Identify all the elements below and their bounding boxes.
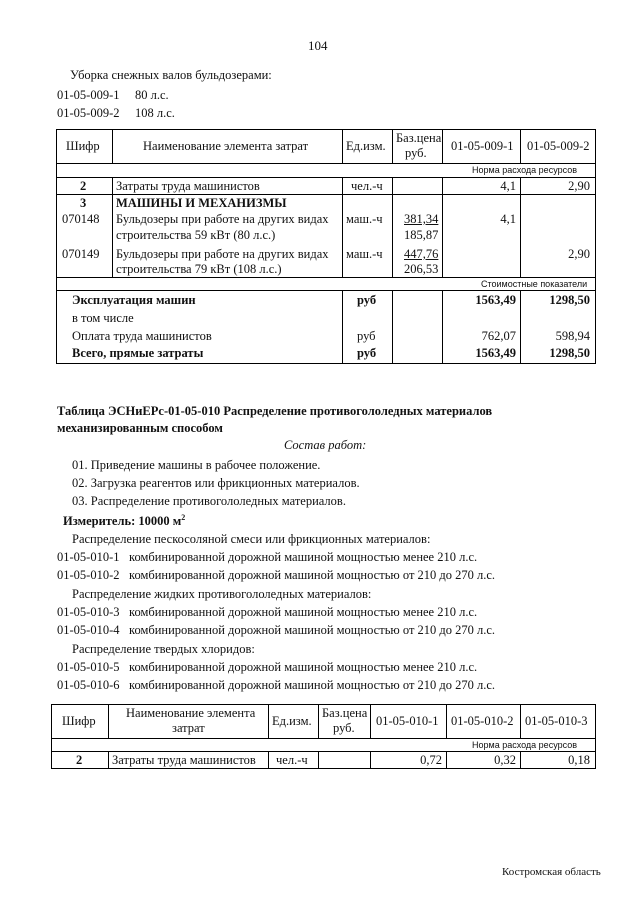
table1-header-code: Шифр: [66, 139, 100, 153]
table1-cost-name: Всего, прямые затраты: [72, 346, 204, 360]
table1-cost-unit: руб: [357, 346, 377, 360]
table2-header-code: Шифр: [62, 714, 96, 728]
table1-cost-name: Оплата труда машинистов: [72, 329, 212, 343]
table1-cost-v1: 1563,49: [475, 293, 516, 307]
group-heading: Распределение пескосоляной смеси или фрикционных материалов:: [72, 532, 431, 546]
table1-machine-name: Бульдозеры при работе на других видах: [116, 247, 329, 261]
table1-machine-code: 070148: [62, 212, 100, 226]
group-item-code: 01-05-010-5: [57, 660, 120, 674]
table1-machine-price-alt: 185,87: [404, 228, 439, 242]
table1-cost-unit: руб: [357, 293, 377, 307]
table1-header-price: Баз.цена: [396, 131, 442, 145]
table1-cost-v2: 1298,50: [549, 293, 590, 307]
group-heading: Распределение твердых хлоридов:: [72, 642, 255, 656]
table1-machine-unit: маш.-ч: [346, 247, 383, 261]
table1-labor-code: 2: [80, 179, 87, 193]
table1-cost-unit: руб: [357, 329, 376, 343]
group-item-desc: комбинированной дорожной машиной мощностью менее 210 л.с.: [129, 605, 478, 619]
table1-machines-code: 3: [80, 196, 87, 210]
table2-labor-code: 2: [76, 753, 83, 767]
group-item-code: 01-05-010-3: [57, 605, 120, 619]
group-heading: Распределение жидких противогололедных материалов:: [72, 587, 372, 601]
table2-norm-label: Норма расхода ресурсов: [472, 740, 577, 750]
table1-cost-name: в том числе: [72, 311, 134, 325]
table1-labor-v2: 2,90: [568, 179, 590, 193]
table2-header-name: Наименование элемента: [126, 706, 256, 720]
section2-title: Таблица ЭСНиЕРс-01-05-010 Распределение противогололедных материалов: [57, 404, 493, 418]
group-item-desc: комбинированной дорожной машиной мощностью менее 210 л.с.: [129, 550, 478, 564]
table1-machine-name-cont: строительства 59 кВт (80 л.с.): [116, 228, 276, 242]
composition-title: Состав работ:: [284, 438, 367, 452]
work-step: 03. Распределение противогололедных материалов.: [72, 494, 346, 508]
work-step: 02. Загрузка реагентов или фрикционных материалов.: [72, 476, 360, 490]
group-item-desc: комбинированной дорожной машиной мощностью от 210 до 270 л.с.: [129, 623, 496, 637]
table1-machine-unit: маш.-ч: [346, 212, 383, 226]
table2-labor-v2: 0,32: [494, 753, 516, 767]
table1-labor-unit: чел.-ч: [351, 179, 383, 193]
table2-labor-v3: 0,18: [568, 753, 590, 767]
group-item-code: 01-05-010-2: [57, 568, 120, 582]
table2-header-col3: 01-05-010-3: [525, 714, 588, 728]
table1-header-name: Наименование элемента затрат: [143, 139, 309, 153]
table1-cost-v1: 762,07: [481, 329, 516, 343]
table2-header-name-cont: затрат: [172, 721, 205, 735]
section2-title-cont: механизированным способом: [57, 421, 223, 435]
table2-header-col2: 01-05-010-2: [451, 714, 514, 728]
table1-machine-price: 447,76: [404, 247, 439, 261]
section1-item-code: 01-05-009-1: [57, 88, 120, 102]
group-item-code: 01-05-010-1: [57, 550, 120, 564]
table1-header-col1: 01-05-009-1: [451, 139, 514, 153]
table2-labor-name: Затраты труда машинистов: [112, 753, 256, 767]
table1-machine-v1: 4,1: [500, 212, 516, 226]
group-item-code: 01-05-010-6: [57, 678, 120, 692]
work-step: 01. Приведение машины в рабочее положение.: [72, 458, 321, 472]
table1-cost-v2: 598,94: [555, 329, 590, 343]
table1-machine-name-cont: строительства 79 кВт (108 л.с.): [116, 262, 282, 276]
section1-item-code: 01-05-009-2: [57, 106, 120, 120]
group-item-desc: комбинированной дорожной машиной мощностью от 210 до 270 л.с.: [129, 678, 496, 692]
group-item-code: 01-05-010-4: [57, 623, 120, 637]
table1-header-price-unit: руб.: [405, 146, 427, 160]
table1-labor-v1: 4,1: [500, 179, 516, 193]
section1-heading: Уборка снежных валов бульдозерами:: [70, 68, 272, 82]
table1-machine-v2: 2,90: [568, 247, 590, 261]
table1-cost-label: Стоимостные показатели: [481, 279, 588, 289]
table2-labor-v1: 0,72: [420, 753, 442, 767]
table1-cost-v1: 1563,49: [475, 346, 516, 360]
table2-header-price: Баз.цена: [322, 706, 368, 720]
table1-machines-title: МАШИНЫ И МЕХАНИЗМЫ: [116, 196, 287, 210]
table2-labor-unit: чел.-ч: [276, 753, 308, 767]
page-number: 104: [308, 38, 328, 53]
section1-item-desc: 80 л.с.: [135, 88, 169, 102]
group-item-desc: комбинированной дорожной машиной мощностью менее 210 л.с.: [129, 660, 478, 674]
table1-header-col2: 01-05-009-2: [527, 139, 590, 153]
group-item-desc: комбинированной дорожной машиной мощностью от 210 до 270 л.с.: [129, 568, 496, 582]
table1-norm-label: Норма расхода ресурсов: [472, 165, 577, 175]
table1-cost-name: Эксплуатация машин: [72, 293, 196, 307]
table1-header-unit: Ед.изм.: [346, 139, 386, 153]
table2-header-unit: Ед.изм.: [272, 714, 312, 728]
footer-region: Костромская область: [502, 866, 601, 878]
table1-machine-price-alt: 206,53: [404, 262, 439, 276]
table1-machine-name: Бульдозеры при работе на других видах: [116, 212, 329, 226]
table2-header-price-unit: руб.: [333, 721, 355, 735]
table1-machine-price: 381,34: [404, 212, 439, 226]
table1-labor-name: Затраты труда машинистов: [116, 179, 260, 193]
table1-cost-v2: 1298,50: [549, 346, 590, 360]
table1-machine-code: 070149: [62, 247, 100, 261]
table2-header-col1: 01-05-010-1: [376, 714, 439, 728]
measure-label: Измеритель: 10000 $м^2$: [63, 513, 186, 529]
section1-item-desc: 108 л.с.: [135, 106, 175, 120]
